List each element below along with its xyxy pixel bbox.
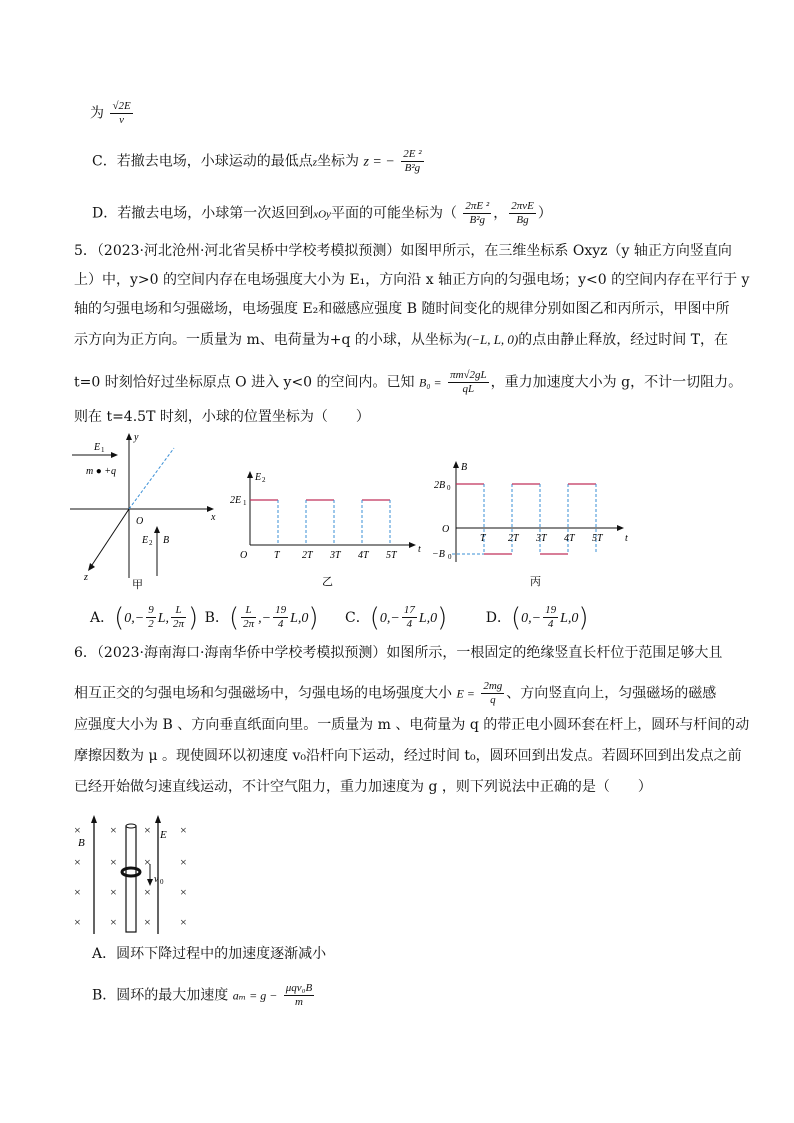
- q6-line-5: 已经开始做匀速直线运动，不计空气阻力，重力加速度为 g ，则下列说法中正确的是（ ）: [74, 779, 652, 795]
- cross-icon: ×: [74, 855, 81, 869]
- jia-z-label: z: [84, 572, 88, 583]
- jia-x-label: x: [211, 512, 216, 523]
- q6-v0-label: v: [154, 874, 159, 885]
- q5-line-3: 轴的匀强电场和匀强磁场，电场强度 E₂和磁感应强度 B 随时间变化的规律分别如图乙和丙所示，甲图中所: [74, 301, 730, 317]
- bing-high-sub: 0: [447, 484, 451, 492]
- jia-e2-label: E: [142, 535, 149, 546]
- q5-options: [90, 604, 589, 631]
- q6-v0-sub: 0: [160, 878, 164, 886]
- q6-b-fraction: $\frac{\text{μqv₀B}}{m}$: [285, 982, 313, 1008]
- q5-line-4: 示方向为正方向。一质量为 m、电荷量为+q 的小球，从坐标为(−L, L, 0)的点由静止释放，经过时间 T，在: [74, 332, 729, 348]
- q6-line-2: 相互正交的匀强电场和匀强磁场中，匀强电场的电场强度大小 E = $\frac{2mg}{q}$ 、方向竖直向上，匀强磁场的磁感: [74, 680, 717, 706]
- jia-e1-label: E: [94, 442, 101, 453]
- bing-tick-labels: [480, 533, 604, 544]
- bing-t-arrow-icon: [617, 525, 624, 531]
- jia-y-arrow-icon: [126, 433, 132, 440]
- bing-caption: 丙: [530, 576, 541, 588]
- jia-z-axis: [90, 509, 129, 568]
- cross-icon: ×: [144, 823, 151, 837]
- jia-b-label: B: [163, 535, 170, 546]
- cross-icon: ×: [110, 915, 117, 929]
- q6-option-b[interactable]: B．圆环的最大加速度 aₘ = g − $\frac{\text{μqv₀B}}{m}$: [92, 982, 313, 1008]
- q5-option-d[interactable]: D．(0,− $\frac{19}{4}$ L,0): [485, 602, 589, 633]
- jia-e1-sub: 1: [101, 446, 105, 454]
- q6-line-1: 6．（2023·海南海口·海南华侨中学校考模拟预测）如图所示，一根固定的绝缘竖直长杆位于范围足够大且: [74, 645, 723, 661]
- q5-option-a[interactable]: A．(0,− $\frac{9}{2}$ L, $\frac{L}{2\pi}$ ): [90, 602, 199, 633]
- jia-caption: 甲: [132, 579, 143, 590]
- q6-line-3: 应强度大小为 B 、方向垂直纸面向里。一质量为 m 、电荷量为 q 的带正电小圆环套在杆上，圆环与杆间的动: [74, 717, 750, 733]
- bing-t-label: t: [625, 533, 628, 544]
- yi-y-arrow-icon: [247, 471, 253, 478]
- bing-tick-label: T: [480, 533, 486, 544]
- yi-level-label: 2E: [230, 495, 242, 506]
- yi-tick-label: 3T: [330, 550, 341, 561]
- q6-rod-top: [126, 824, 136, 828]
- jia-e2-arrow-icon: [154, 526, 160, 533]
- jia-path-dashed: [129, 448, 174, 509]
- q5-line-1: 5．（2023·河北沧州·河北省吴桥中学校考模拟预测）如图甲所示，在三维坐标系 Oxyz（y 轴正方向竖直向: [74, 243, 732, 259]
- cross-icon: ×: [180, 855, 187, 869]
- jia-e2-sub: 2: [149, 539, 153, 547]
- cross-icon: ×: [110, 885, 117, 899]
- bing-tick-label: 4T: [564, 533, 575, 544]
- q5-figure-yi: [228, 468, 428, 590]
- q4-d-fraction-1: $\frac{\text{2πE ²}}{\text{B²g}}$: [465, 200, 490, 226]
- q6-e-fraction: $\frac{2mg}{q}$: [483, 680, 503, 706]
- yi-tick-label: T: [274, 550, 280, 561]
- q6-e-label: E: [160, 829, 167, 841]
- q6-rod: [126, 826, 136, 932]
- q5-option-c[interactable]: C．(0,− $\frac{17}{4}$ L,0): [344, 602, 448, 633]
- cross-icon: ×: [74, 915, 81, 929]
- bing-high-label: 2B: [434, 480, 446, 491]
- cross-icon: ×: [144, 915, 151, 929]
- yi-ylabel-sub: 2: [262, 476, 266, 484]
- cross-icon: ×: [144, 855, 151, 869]
- bing-tick-label: 5T: [592, 533, 603, 544]
- yi-t-label: t: [418, 544, 421, 555]
- yi-tick-label: 4T: [358, 550, 369, 561]
- q5-b0-fraction: $\frac{\pi m√2gL}{qL}$: [450, 369, 487, 395]
- q5-figure-jia: [64, 430, 224, 590]
- cross-icon: ×: [110, 855, 117, 869]
- q5-option-b[interactable]: B．( $\frac{L}{2\pi}$ ,− $\frac{19}{4}$ L,0): [204, 602, 319, 633]
- yi-origin-label: O: [240, 550, 248, 561]
- q6-field-arrow-1-icon: [91, 815, 97, 823]
- bing-low-label: −B: [432, 549, 445, 560]
- jia-e1-arrow-icon: [111, 452, 118, 458]
- q6-line-4: 摩擦因数为 μ 。现使圆环以初速度 v₀沿杆向下运动，经过时间 t₀，圆环回到出发点。若圆环回到出发点之前: [74, 748, 742, 764]
- cross-icon: ×: [144, 885, 151, 899]
- q5-line-5: t=0 时刻恰好过坐标原点 O 进入 y<0 的空间内。已知 B₀ = $\frac{\pi m√2gL}{qL}$ ，重力加速度大小为 g，不计一切阻力。: [74, 369, 743, 395]
- cross-icon: ×: [110, 823, 117, 837]
- q4-option-c: C．若撤去电场，小球运动的最低点z坐标为 z = − $\frac{\text{2E ²}}{\text{B²g}}$: [92, 148, 422, 174]
- bing-low-sub: 0: [448, 553, 452, 561]
- bing-origin-label: O: [442, 524, 450, 535]
- bing-y-arrow-icon: [453, 461, 459, 468]
- q6-option-a[interactable]: A．圆环下降过程中的加速度逐渐减小: [92, 946, 327, 962]
- yi-ylabel: E: [255, 472, 262, 483]
- q4-continuation: [90, 100, 135, 127]
- q5-line-6: 则在 t=4.5T 时刻，小球的位置坐标为（ ）: [74, 409, 370, 425]
- cross-icon: ×: [180, 823, 187, 837]
- jia-y-label: y: [134, 432, 139, 443]
- jia-origin-label: O: [136, 516, 144, 527]
- yi-caption: 乙: [322, 576, 333, 588]
- cross-icon: ×: [74, 823, 81, 837]
- cross-icon: ×: [180, 885, 187, 899]
- q5-line-2: 上）中，y>0 的空间内存在电场强度大小为 E₁，方向沿 x 轴正方向的匀强电场；y<0 的空间内存在平行于 y: [74, 272, 750, 288]
- jia-particle-label: m ● +q: [86, 466, 117, 477]
- bing-tick-label: 3T: [536, 533, 547, 544]
- q4-option-d: D．若撤去电场，小球第一次返回到xOy平面的可能坐标为（ $\frac{\text{2πE ²}}{\text{B²g}}$ ， $\frac{\text{2πvE}}{Bg}$ ）: [92, 200, 552, 226]
- cross-icon: ×: [180, 915, 187, 929]
- q4-cont-fraction: $\frac{√2E}{v}$: [112, 100, 131, 126]
- yi-tick-label: 2T: [302, 550, 313, 561]
- q4-c-fraction: $\frac{\text{2E ²}}{\text{B²g}}$: [403, 148, 422, 174]
- cross-icon: ×: [74, 885, 81, 899]
- yi-tick-labels: [274, 550, 398, 561]
- q4-d-fraction-2: $\frac{\text{2πvE}}{Bg}$: [511, 200, 534, 226]
- bing-tick-label: 2T: [508, 533, 519, 544]
- yi-t-arrow-icon: [409, 542, 416, 548]
- bing-ylabel: B: [461, 462, 468, 473]
- yi-level-sub: 1: [243, 499, 247, 507]
- q6-figure: [66, 812, 198, 936]
- jia-z-arrow-icon: [88, 563, 95, 571]
- yi-tick-label: 5T: [386, 550, 397, 561]
- yi-waveform: [250, 500, 390, 545]
- q5-figure-bing: [432, 458, 632, 590]
- q6-field-arrow-2-icon: [155, 815, 161, 823]
- q6-b-label: B: [78, 837, 85, 849]
- q4-cont-prefix: 为: [90, 105, 104, 122]
